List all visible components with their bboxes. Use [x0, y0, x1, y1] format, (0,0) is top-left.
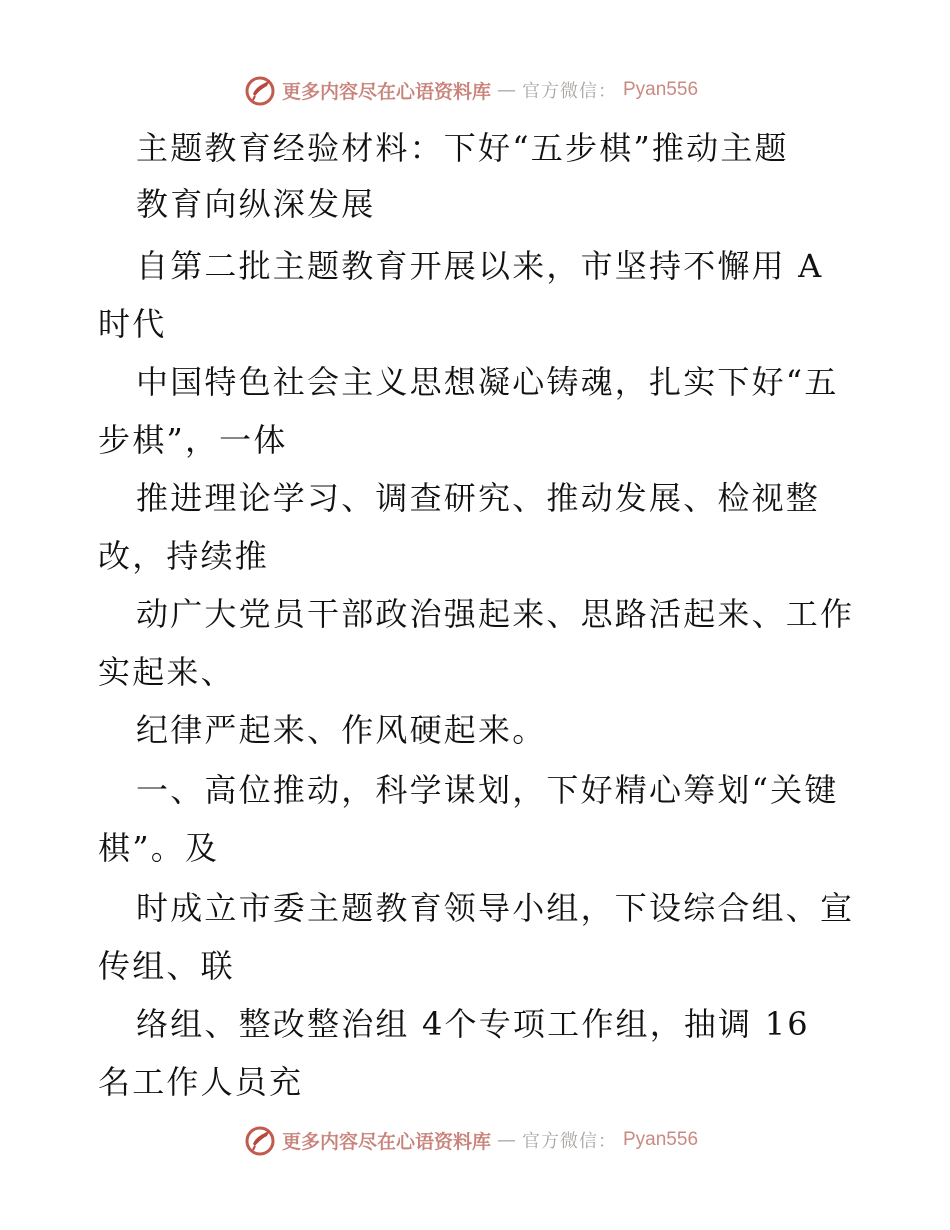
banner-main-text: 更多内容尽在心语资料库	[281, 1130, 491, 1153]
paragraph-line: 棋”。及	[98, 829, 220, 867]
footer-banner	[0, 1120, 950, 1160]
footer-banner-content	[244, 1124, 698, 1156]
paragraph-line: 络组、整改整治组 4个专项工作组，抽调 16	[136, 1005, 810, 1043]
paragraph-line: 自第二批主题教育开展以来，市坚持不懈用 A	[136, 247, 824, 285]
library-logo-icon	[244, 1124, 276, 1156]
header-banner	[0, 70, 950, 110]
paragraph-line: 实起来、	[98, 653, 235, 691]
paragraph-line: 动广大党员干部政治强起来、思路活起来、工作	[136, 595, 855, 633]
banner-main-text: 更多内容尽在心语资料库	[281, 80, 491, 103]
paragraph-line: 中国特色社会主义思想凝心铸魂，扎实下好“五	[136, 363, 839, 401]
banner-wechat-label: 官方微信：	[522, 1131, 617, 1152]
banner-wechat-id: Pyan556	[623, 79, 699, 100]
paragraph-line: 步棋”，一体	[98, 421, 288, 459]
paragraph-line: 名工作人员充	[98, 1063, 304, 1101]
title-line-2: 教育向纵深发展	[136, 185, 376, 223]
paragraph-line: 时成立市委主题教育领导小组，下设综合组、宣	[136, 889, 855, 927]
paragraph-line: 一、高位推动，科学谋划，下好精心筹划“关键	[136, 771, 839, 809]
paragraph-line: 时代	[98, 305, 167, 343]
banner-wechat-id: Pyan556	[623, 1129, 699, 1150]
title-line-1: 主题教育经验材料：下好“五步棋”推动主题	[136, 129, 789, 167]
banner-separator: —	[497, 1129, 516, 1151]
paragraph-line: 纪律严起来、作风硬起来。	[136, 711, 547, 749]
banner-wechat-label: 官方微信：	[522, 81, 617, 102]
paragraph-line: 改，持续推	[98, 537, 270, 575]
paragraph-line: 传组、联	[98, 947, 235, 985]
banner-separator: —	[497, 79, 516, 101]
paragraph-line: 推进理论学习、调查研究、推动发展、检视整	[136, 479, 821, 517]
library-logo-icon	[244, 74, 276, 106]
header-banner-content	[244, 74, 698, 106]
